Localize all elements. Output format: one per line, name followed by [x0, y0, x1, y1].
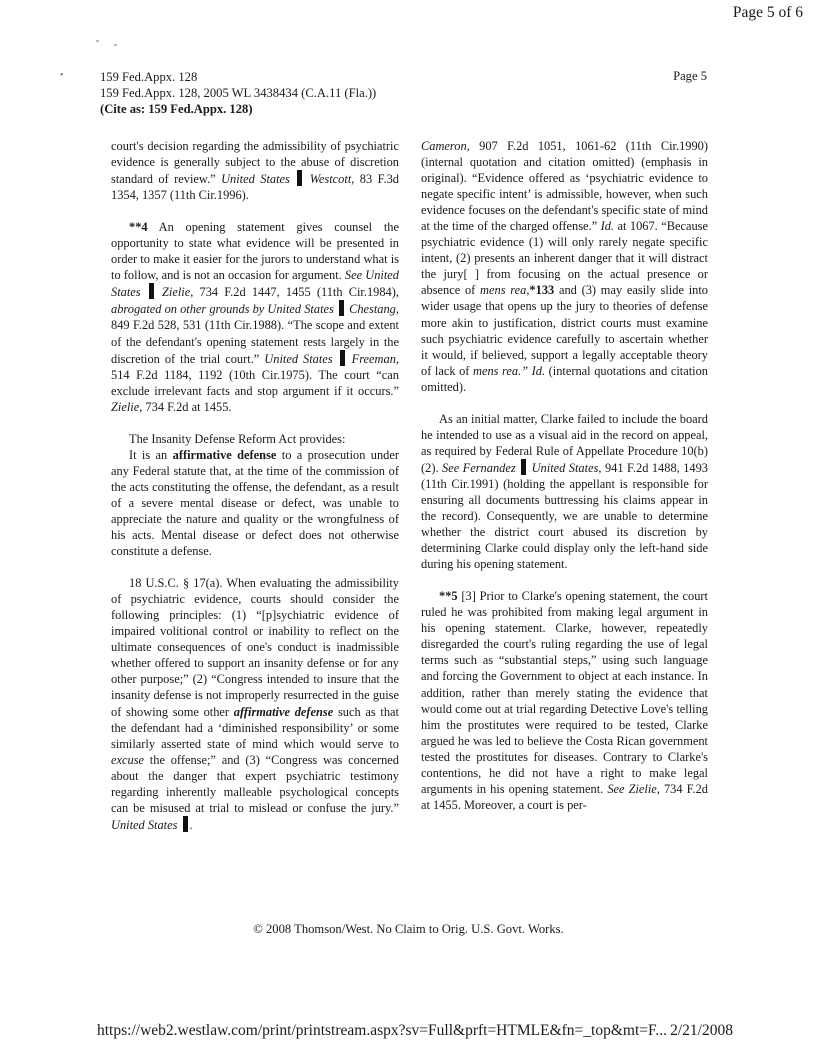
case-link[interactable]: See United States: [111, 268, 400, 300]
id-cite: Id.: [600, 219, 615, 234]
case-link[interactable]: United States: [264, 351, 333, 366]
case-name: Cameron,: [421, 139, 470, 153]
emphasis: mens rea.” Id.: [473, 363, 546, 378]
paragraph: Cameron, 907 F.2d 1051, 1061-62 (11th Cir.1990) (internal quotation and citation omitted) (emphasis in original). “Evidence offered as ‘psychiatric evidence to negate specific intent’ is admissible, however, when such evidence focuses on the defendant's specific state of mind at the time of the charged offense.” Id. at 1067. “Because psychiatric evidence (1) will only rarely negate specific intent, (2) presents an inherent danger that it will distract the jury[ ] from focusing on the actual presence or absence of mens rea,*133 and (3) may easily slide into wider usage that opens up the jury to theories of defense more akin to justification, district courts must examine such psychiatric evidence carefully to ascertain whether it would, if believed, support a legally acceptable theory of lack of mens rea.” Id. (internal quotations and citation omitted).: [421, 139, 709, 394]
case-name: Chestang,: [349, 302, 399, 317]
keycite-flag-icon[interactable]: [521, 459, 526, 475]
scan-speck: [114, 44, 117, 46]
paragraph: **4 An opening statement gives counsel the opportunity to state what evidence will be presented in order to make it easier for the jurors to understand what is to follow, and is not an occasion for argument. See United States Zielie, 734 F.2d 1447, 1455 (11th Cir.1984), abrogated on other grounds by United States Chestang, 849 F.2d 528, 531 (11th Cir.1988). “The scope and extent of the defendant's opening statement rests largely in the discretion of the trial court.” United States Freeman, 514 F.2d 1184, 1192 (10th Cir.1975). The court “can exclude irrelevant facts and stop argument if it occurs.” Zielie, 734 F.2d at 1455.: [111, 220, 400, 414]
citation-header: [100, 69, 376, 117]
paragraph: **5 [3] Prior to Clarke's opening statement, the court ruled he was prohibited from making legal argument in his opening statement. Clarke, however, repeatedly disregarded the court's ruling regarding the use of legal terms such as “substantial steps,” using such language and forcing the Government to object at each instance. In addition, rather than merely stating the evidence that would come out at trial regarding Detective Love's telling him the prostitutes were required to be tested, Clarke argued he was led to believe the Costa Rican government tested the prostitutes for diseases. Contrary to Clarke's contentions, he did not have a right to make legal arguments in his opening statement. See Zielie, 734 F.2d at 1455. Moreover, a court is per-: [421, 589, 708, 812]
page-number: Page 5: [673, 69, 707, 83]
print-date: 2/21/2008: [670, 1022, 733, 1039]
star-paging: **5: [439, 589, 458, 604]
page-label: Page 5 of 6: [732, 4, 803, 21]
star-paging: **4: [129, 220, 148, 235]
left-column: [111, 138, 399, 849]
case-name: Zielie,: [161, 285, 194, 300]
print-url: https://web2.westlaw.com/print/printstream.aspx?sv=Full&prft=HTMLE&fn=_top&mt=F...: [97, 1022, 667, 1039]
case-name: Zielie,: [111, 399, 143, 414]
paragraph: The Insanity Defense Reform Act provides:: [129, 431, 346, 446]
term-highlight: affirmative defense: [172, 447, 277, 462]
keycite-flag-icon[interactable]: [149, 283, 154, 299]
keycite-flag-icon[interactable]: [183, 816, 188, 832]
scan-dot: •: [60, 70, 64, 81]
keycite-flag-icon[interactable]: [297, 170, 302, 186]
case-link[interactable]: See Fernandez: [442, 460, 516, 475]
case-link[interactable]: United States: [111, 817, 178, 832]
copyright-footer: © 2008 Thomson/West. No Claim to Orig. U.S. Govt. Works.: [253, 922, 564, 936]
reporter-cite: 159 Fed.Appx. 128: [100, 70, 198, 84]
right-column: [421, 138, 708, 829]
case-name: Freeman,: [351, 351, 399, 366]
case-link[interactable]: United States: [221, 172, 290, 187]
paragraph: As an initial matter, Clarke failed to include the board he intended to use as a visual aid in the record on appeal, as required by Federal Rule of Appellate Procedure 10(b)(2). See Fernandez United States, 941 F.2d 1488, 1493 (11th Cir.1991) (holding the appellant is responsible for ensuring all documents buttressing his claims appear in the record). Consequently, we are unable to determine whether the district court abused its discretion by determining Clarke could display only the left-hand side during his opening statement.: [421, 411, 708, 572]
case-link[interactable]: See Zielie,: [607, 781, 660, 796]
keycite-flag-icon[interactable]: [340, 350, 345, 366]
paragraph: court's decision regarding the admissibility of psychiatric evidence is generally subject to the abuse of discretion standard of review.” United States Westcott, 83 F.3d 1354, 1357 (11th Cir.1996).: [111, 139, 399, 203]
case-name: Westcott,: [309, 172, 355, 187]
case-name: United States,: [531, 460, 602, 475]
full-cite: 159 Fed.Appx. 128, 2005 WL 3438434 (C.A.11 (Fla.)): [100, 86, 377, 100]
scan-speck: [96, 40, 99, 42]
statute-quote: It is an affirmative defense to a prosecution under any Federal statute that, at the time of the commission of the acts constituting the offense, the defendant, as a result of a severe mental disease or defect, was unable to appreciate the nature and quality or the wrongfulness of his acts. Mental disease or defect does not otherwise constitute a defense.: [111, 447, 399, 559]
term-highlight: affirmative defense: [233, 704, 334, 719]
star-paging: *133: [529, 283, 555, 298]
paragraph: 18 U.S.C. § 17(a). When evaluating the admissibility of psychiatric evidence, courts should consider the following principles: (1) “[p]sychiatric evidence of impaired volitional control or inability to reflect on the ultimate consequences of one's conduct is inadmissible whether offered to support an insanity defense or for any other purpose;” (2) “Congress intended to insure that the insanity defense is not improperly resurrected in the guise of showing some other affirmative defense such as that the defendant had a ‘diminished responsibility’ or some similarly asserted state of mind which would serve to excuse the offense;” and (3) “Congress was concerned about the danger that expert psychiatric testimony regarding inherently malleable psychological concepts can be misused at trial to mislead or confuse the jury.” United States .: [111, 576, 399, 832]
case-link[interactable]: abrogated on other grounds by United States: [111, 302, 334, 317]
cite-as: (Cite as: 159 Fed.Appx. 128): [100, 102, 253, 116]
keycite-flag-icon[interactable]: [339, 300, 344, 316]
emphasis: mens rea,: [480, 283, 530, 298]
emphasis: excuse: [111, 752, 145, 767]
